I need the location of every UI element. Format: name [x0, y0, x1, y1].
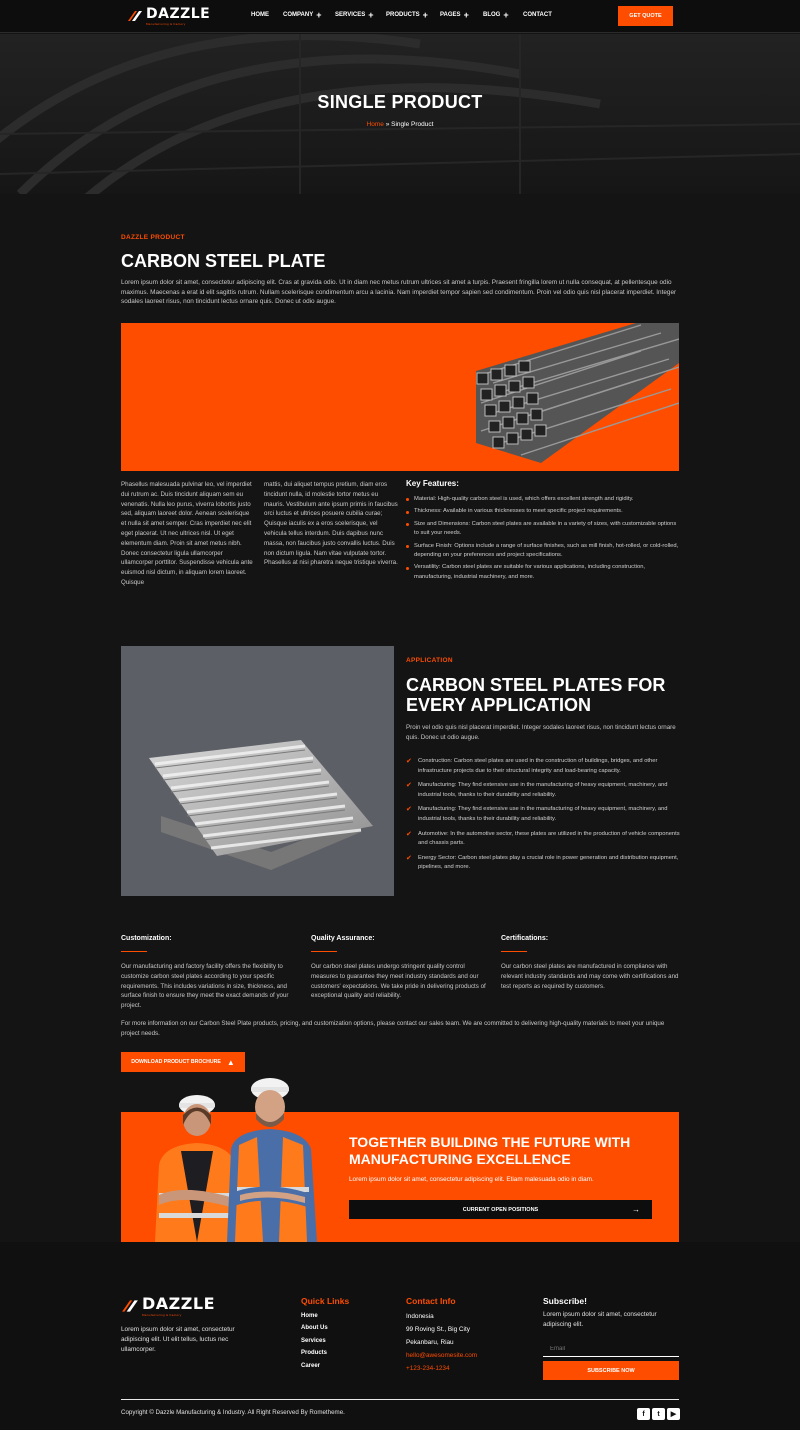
breadcrumb [0, 121, 800, 128]
logo-tagline: Manufacturing & Factory [142, 1313, 182, 1317]
plus-icon: + [316, 10, 322, 20]
feature-certifications [501, 935, 681, 991]
nav-home[interactable]: HOME [251, 12, 269, 18]
warning-triangle-icon: ▲ [226, 1057, 235, 1067]
nav-company[interactable]: COMPANY + [283, 10, 322, 20]
application-item: ✔ Construction: Carbon steel plates are used in the construction of buildings, bridges, and other infrastructure projects due to their structural integrity and load-bearing capacity. [406, 757, 680, 776]
footer-link-career[interactable]: Career [301, 1362, 321, 1369]
feature-text: Our manufacturing and factory facility offers the flexibility to customize carbon steel plates according to your specific requirements. This includes variations in size, thickness, and surface finish to ensure they meet the exact demands of your project. [121, 963, 289, 1009]
logo-text: DAZZLE [142, 1294, 215, 1313]
contact-phone-link[interactable]: +123-234-1234 [406, 1365, 450, 1372]
cta-title: TOGETHER BUILDING THE FUTURE WITH MANUFACTURING EXCELLENCE [349, 1134, 631, 1167]
logo-tagline: Manufacturing & Factory [146, 22, 186, 26]
check-icon: ✔ [406, 782, 412, 790]
feature-quality-assurance [311, 935, 491, 1001]
arrow-right-icon: → [632, 1205, 640, 1214]
nav-products[interactable]: PRODUCTS + [386, 10, 428, 20]
check-icon: ✔ [406, 854, 412, 862]
bullet-icon [406, 523, 409, 526]
plus-icon: + [368, 10, 374, 20]
footer-about: Lorem ipsum dolor sit amet, consectetur adipiscing elit. Ut elit tellus, luctus nec ullamcorper. [121, 1326, 235, 1353]
page-hero [0, 34, 800, 194]
application-item: ✔ Manufacturing: They find extensive use in the manufacturing of heavy equipment, machinery, and industrial tools, thanks to their durability and reliability. [406, 781, 680, 800]
footer-link-products[interactable]: Products [301, 1350, 328, 1357]
feature-text: Our carbon steel plates are manufactured in compliance with relevant industry standards and may come with certifications and test reports as required by customers. [501, 963, 679, 990]
feature-title: Customization: [121, 935, 172, 942]
key-features-title: Key Features: [406, 479, 459, 488]
copyright-text: Copyright © Dazzle Manufacturing & Industry. All Right Reserved By Rometheme. [121, 1409, 345, 1416]
breadcrumb-current: Single Product [391, 121, 434, 128]
check-icon: ✔ [406, 806, 412, 814]
bullet-icon [406, 511, 409, 514]
bullet-icon [406, 498, 409, 501]
twitter-icon[interactable]: t [652, 1408, 665, 1420]
key-feature-item: Size and Dimensions: Carbon steel plates are available in a variety of sizes, with customizable options to suit your needs. [406, 520, 680, 539]
application-item: ✔ Manufacturing: They find extensive use in the manufacturing of heavy equipment, machinery, and industrial tools, thanks to their durability and reliability. [406, 805, 680, 824]
steel-plates-illustration [121, 646, 394, 896]
youtube-icon[interactable]: ▶ [667, 1408, 680, 1420]
key-feature-item: Versatility: Carbon steel plates are suitable for various applications, including construction, manufacturing, industrial machinery, and more. [406, 563, 680, 582]
breadcrumb-home-link[interactable]: Home [366, 121, 384, 128]
nav-blog[interactable]: BLOG + [483, 10, 509, 20]
cta-text: Lorem ipsum dolor sit amet, consectetur adipiscing elit. Etiam malesuada odio in diam. [349, 1176, 594, 1183]
contact-email-link[interactable]: hello@awesomesite.com [406, 1352, 478, 1359]
subscribe-title: Subscribe! [543, 1296, 587, 1306]
feature-title: Quality Assurance: [311, 935, 375, 942]
subscribe-button[interactable]: SUBSCRIBE NOW [543, 1361, 679, 1380]
contact-country: Indonesia [406, 1313, 434, 1320]
site-header [0, 0, 800, 33]
logo-mark-icon [127, 9, 143, 23]
application-list [406, 757, 680, 878]
feature-customization [121, 935, 301, 1010]
page-title: SINGLE PRODUCT [317, 92, 483, 112]
contact-street: 99 Roving St., Big City [406, 1326, 470, 1333]
workers-photo [145, 1075, 325, 1242]
application-item: ✔ Automotive: In the automotive sector, these plates are utilized in the production of vehicle components and chassis parts. [406, 830, 680, 849]
feature-title: Certifications: [501, 935, 549, 942]
application-eyebrow: APPLICATION [406, 657, 453, 664]
bullet-icon [406, 567, 409, 570]
footer-logo[interactable] [121, 1294, 215, 1317]
nav-services[interactable]: SERVICES + [335, 10, 374, 20]
footer-divider [121, 1399, 679, 1400]
quick-links [301, 1310, 328, 1372]
contact-city: Pekanbaru, Riau [406, 1339, 454, 1346]
footer-link-home[interactable]: Home [301, 1313, 318, 1319]
open-positions-button[interactable]: CURRENT OPEN POSITIONS → [349, 1200, 652, 1219]
product-eyebrow: DAZZLE PRODUCT [121, 234, 185, 241]
application-item: ✔ Energy Sector: Carbon steel plates play a crucial role in power generation and distribution equipment, pipelines, and more. [406, 854, 680, 873]
logo-mark-icon [121, 1298, 139, 1314]
application-intro: Proin vel odio quis nisl placerat imperdiet. Integer sodales laoreet risus, non tincidunt lectus ornare quis. Donec ut odio augue. [406, 724, 676, 741]
contact-info-title: Contact Info [406, 1296, 456, 1306]
key-feature-item: Thickness: Available in various thicknesses to meet specific project requirements. [406, 507, 680, 516]
site-footer [0, 1242, 800, 1430]
plus-icon: + [463, 10, 469, 20]
product-intro: Lorem ipsum dolor sit amet, consectetur adipiscing elit. Cras at gravida odio. Ut in diam nec metus rutrum ultrices sit amet a turpis. Praesent fringilla lorem ut nulla consequat, at pellentesque odio maximus. Maecenas a erat id elit sagittis rutrum. Nullam scelerisque condimentum arcu a lacinia. Nam imperdiet tempor sapien sed condimentum. Proin vel odio quis nisl placerat imperdiet. Integer sodales laoreet risus, non tincidunt lectus ornare quis. Donec ut odio augue. [121, 279, 677, 306]
site-logo[interactable] [127, 6, 210, 26]
more-info-text: For more information on our Carbon Steel Plate products, pricing, and customization options, please contact our sales team. We are committed to delivering high-quality materials to meet your unique project needs. [121, 1020, 665, 1037]
feature-text: Our carbon steel plates undergo stringent quality control measures to guarantee they meet industry standards and our customers' expectations. We take pride in delivering products of exceptional quality and reliability. [311, 963, 486, 1000]
plus-icon: + [503, 10, 509, 20]
feature-divider [311, 951, 337, 952]
download-brochure-button[interactable]: DOWNLOAD PRODUCT BROCHURE ▲ [121, 1052, 245, 1072]
bullet-icon [406, 545, 409, 548]
plus-icon: + [422, 10, 428, 20]
nav-pages[interactable]: PAGES + [440, 10, 469, 20]
footer-link-services[interactable]: Services [301, 1337, 326, 1344]
application-title: CARBON STEEL PLATES FOR EVERY APPLICATION [406, 675, 666, 715]
key-feature-item: Material: High-quality carbon steel is used, which offers excellent strength and rigidity. [406, 495, 680, 504]
get-quote-button[interactable]: GET QUOTE [618, 6, 673, 26]
breadcrumb-separator: » [383, 121, 392, 128]
nav-contact[interactable]: CONTACT [523, 12, 552, 18]
product-image [121, 323, 679, 471]
feature-divider [121, 951, 147, 952]
product-title: CARBON STEEL PLATE [121, 251, 326, 271]
subscribe-text: Lorem ipsum dolor sit amet, consectetur adipiscing elit. [543, 1311, 657, 1328]
product-body-col2: mattis, dui aliquet tempus pretium, diam eros tincidunt nulla, id molestie tortor metus eu mauris. Vestibulum ante ipsum primis in faucibus orci luctus et ultrices posuere cubilia curae; Quisque iaculis ex a eros scelerisque, vel vehicula tellus interdum. Duis dapibus nunc massa, non faucibus justo convallis luctus. Duis non dictum ligula. Nam vitae vulputate tortor. Phasellus at nisi pharetra neque tristique viverra. [264, 481, 398, 567]
check-icon: ✔ [406, 758, 412, 765]
footer-link-about[interactable]: About Us [301, 1325, 328, 1332]
application-image [121, 646, 394, 896]
product-body-col1: Phasellus malesuada pulvinar leo, vel imperdiet dui rutrum ac. Duis tincidunt aliquam sem eu venenatis. Nulla leo purus, viverra lobortis justo sed, aliquam laoreet dolor. Aenean scelerisque et nulla sit amet semper. Cras imperdiet nec elit eget placerat. Ut nec ultrices nisl. Ut eget elementum diam. Proin sit amet metus nibh. Donec consectetur ligula ullamcorper ullamcorper porttitor. Suspendisse vehicula ante euismod nisl dictum, in aliquam lorem laoreet. Quisque [121, 481, 253, 586]
key-features [406, 479, 680, 585]
subscribe-email-input[interactable] [543, 1342, 679, 1357]
key-feature-item: Surface Finish: Options include a range of surface finishes, such as mill finish, hot-rolled, or cold-rolled, depending on your preferences and project specifications. [406, 542, 680, 561]
hero-background-image [0, 34, 800, 194]
quick-links-title: Quick Links [301, 1296, 350, 1306]
contact-info [406, 1310, 477, 1375]
logo-text: DAZZLE [146, 6, 211, 22]
feature-divider [501, 951, 527, 952]
facebook-icon[interactable]: f [637, 1408, 650, 1420]
check-icon: ✔ [406, 830, 412, 838]
main-nav [251, 12, 563, 18]
steel-tubes-illustration [121, 323, 679, 471]
social-links [637, 1408, 680, 1420]
